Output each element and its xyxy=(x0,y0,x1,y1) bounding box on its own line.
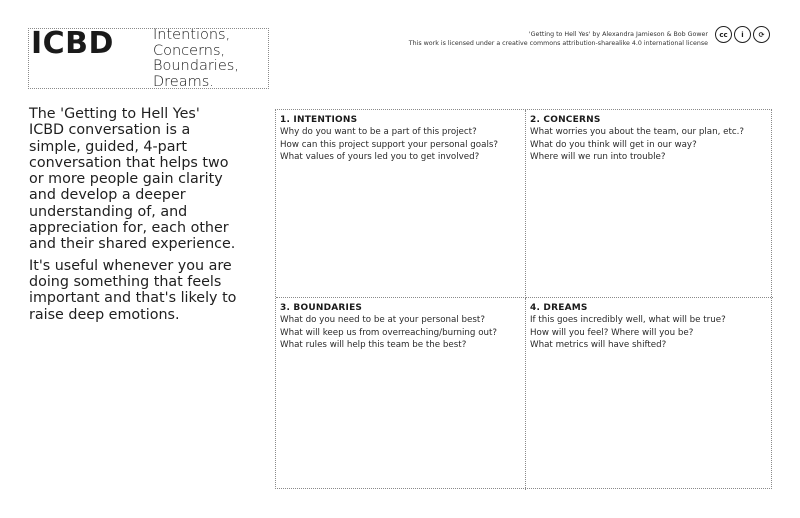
intro-paragraph: The 'Getting to Hell Yes' ICBD conversation is a simple, guided, 4-part conversation that helps two or more people gain clarity and develop a deeper understanding of, and appreciation for, each other and their shared experience. xyxy=(29,106,236,253)
question: What rules will help this team be the best? xyxy=(280,340,467,350)
page-subtitle xyxy=(153,28,239,90)
quadrant-title: 1. INTENTIONS xyxy=(280,115,358,125)
creative-commons-icon: cc xyxy=(715,26,732,43)
credit-license: This work is licensed under a creative commons attribution-sharealike 4.0 international license xyxy=(408,39,708,47)
quadrant-boundaries xyxy=(276,298,526,490)
question: What worries you about the team, our plan, etc.? xyxy=(530,127,745,137)
question: How will you feel? Where will you be? xyxy=(530,327,694,338)
subtitle-line: Dreams. xyxy=(153,73,214,90)
question: Where will we run into trouble? xyxy=(530,152,666,162)
title-box xyxy=(28,28,269,89)
question: What values of yours led you to get involved? xyxy=(280,152,480,162)
credit-authors: 'Getting to Hell Yes' by Alexandra Jamieson & Bob Gower xyxy=(528,31,708,38)
question: How can this project support your personal goals? xyxy=(280,139,499,150)
quadrant-title: 2. CONCERNS xyxy=(530,115,601,125)
page-title: ICBD xyxy=(31,26,114,61)
question: What metrics will have shifted? xyxy=(530,340,667,350)
question: What do you need to be at your personal best? xyxy=(280,315,485,325)
license-icons xyxy=(715,26,770,43)
question: What do you think will get in our way? xyxy=(530,139,697,150)
quadrant-concerns xyxy=(526,110,773,298)
quadrant-intentions xyxy=(276,110,526,298)
question: Why do you want to be a part of this project? xyxy=(280,127,477,137)
subtitle-line: Concerns, xyxy=(153,42,226,59)
subtitle-line: Boundaries, xyxy=(153,58,239,74)
credits xyxy=(409,31,708,48)
intro-paragraph: It's useful whenever you are doing something that feels important and that's likely to raise deep emotions. xyxy=(29,257,237,323)
question: What will keep us from overreaching/burning out? xyxy=(280,327,498,338)
intro-text xyxy=(29,106,239,328)
icbd-grid xyxy=(275,109,772,489)
quadrant-title: 3. BOUNDARIES xyxy=(280,303,363,313)
question: If this goes incredibly well, what will be true? xyxy=(530,315,726,325)
quadrant-title: 4. DREAMS xyxy=(530,303,588,313)
sharealike-icon: ⟳ xyxy=(753,26,770,43)
quadrant-dreams xyxy=(526,298,773,490)
subtitle-line: Intentions, xyxy=(153,27,231,43)
attribution-icon: i xyxy=(734,26,751,43)
